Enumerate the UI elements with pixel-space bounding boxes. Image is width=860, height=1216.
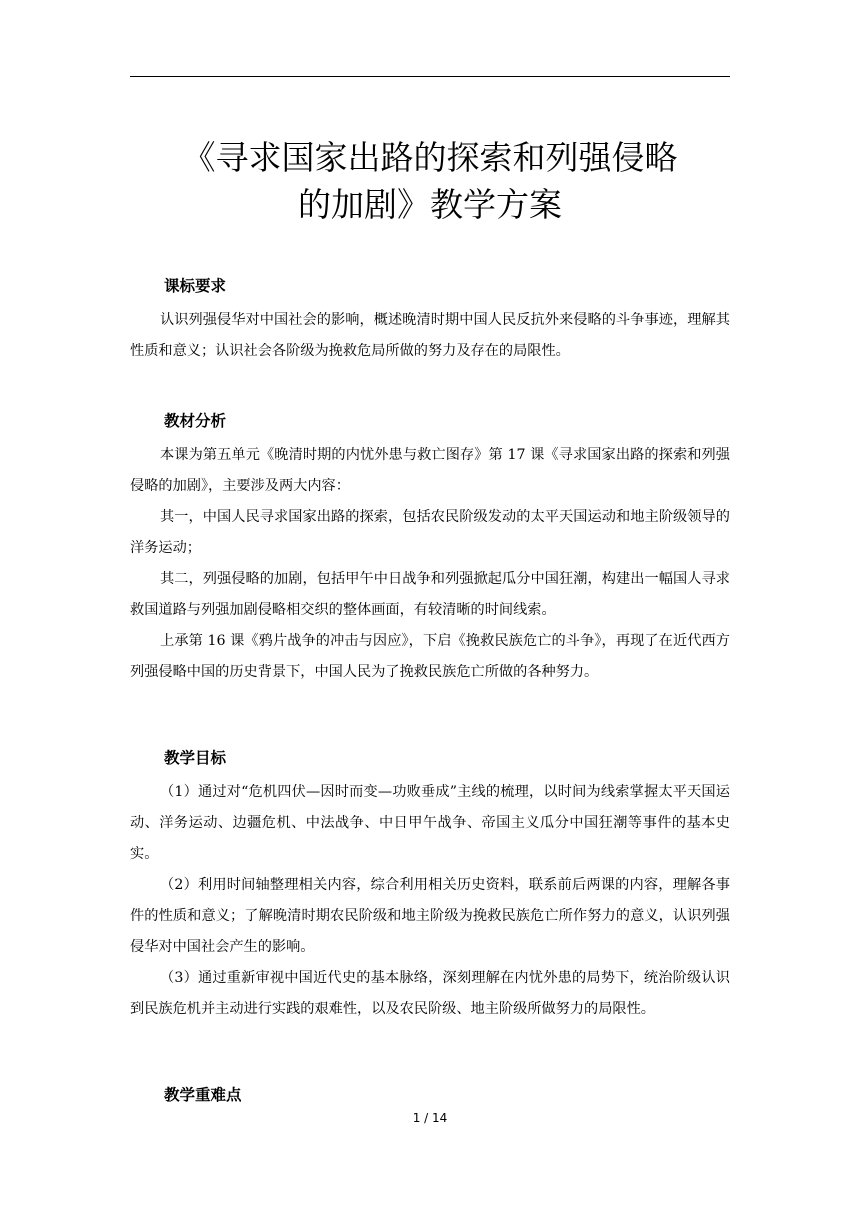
section-heading-key-points: 教学重难点	[164, 1086, 242, 1104]
page-number: 1 / 14	[412, 1111, 448, 1125]
goal-paragraph-2: （2）利用时间轴整理相关内容，综合利用相关历史资料，联系前后两课的内容，理解各事件的性质和意义；了解晚清时期农民阶级和地主阶级为挽救民族危亡所作努力的意义，认识列强侵华对中国社会产生的影响。	[130, 877, 730, 955]
curriculum-paragraph: 认识列强侵华对中国社会的影响，概述晚清时期中国人民反抗外来侵略的斗争事迹，理解其性质和意义；认识社会各阶级为挽救危局所做的努力及存在的局限性。	[130, 312, 730, 359]
goal-paragraph-3: （3）通过重新审视中国近代史的基本脉络，深刻理解在内忧外患的局势下，统治阶级认识到民族危机并主动进行实践的艰难性，以及农民阶级、地主阶级所做努力的局限性。	[130, 970, 730, 1017]
section-heading-curriculum: 课标要求	[164, 277, 227, 295]
textbook-paragraph-2: 其一，中国人民寻求国家出路的探索，包括农民阶级发动的太平天国运动和地主阶级领导的洋务运动；	[130, 509, 730, 556]
title-line-2: 的加剧》教学方案	[298, 185, 562, 224]
textbook-paragraph-4: 上承第 16 课《鸦片战争的冲击与因应》，下启《挽救民族危亡的斗争》，再现了在近代西方列强侵略中国的历史背景下，中国人民为了挽救民族危亡所做的各种努力。	[130, 633, 730, 680]
document-title	[130, 134, 730, 228]
section-heading-textbook-analysis: 教材分析	[164, 412, 227, 430]
section-heading-teaching-goals: 教学目标	[164, 749, 227, 767]
header-rule	[130, 76, 730, 77]
textbook-paragraph-1: 本课为第五单元《晚清时期的内忧外患与救亡图存》第 17 课《寻求国家出路的探索和列强侵略的加剧》，主要涉及两大内容：	[130, 447, 730, 494]
goal-paragraph-1: （1）通过对“危机四伏—因时而变—功败垂成”主线的梳理，以时间为线索掌握太平天国运动、洋务运动、边疆危机、中法战争、中日甲午战争、帝国主义瓜分中国狂潮等事件的基本史实。	[130, 784, 730, 862]
title-line-1: 《寻求国家出路的探索和列强侵略	[182, 138, 678, 177]
textbook-paragraph-3: 其二，列强侵略的加剧，包括甲午中日战争和列强掀起瓜分中国狂潮，构建出一幅国人寻求救国道路与列强加剧侵略相交织的整体画面，有较清晰的时间线索。	[130, 571, 730, 618]
